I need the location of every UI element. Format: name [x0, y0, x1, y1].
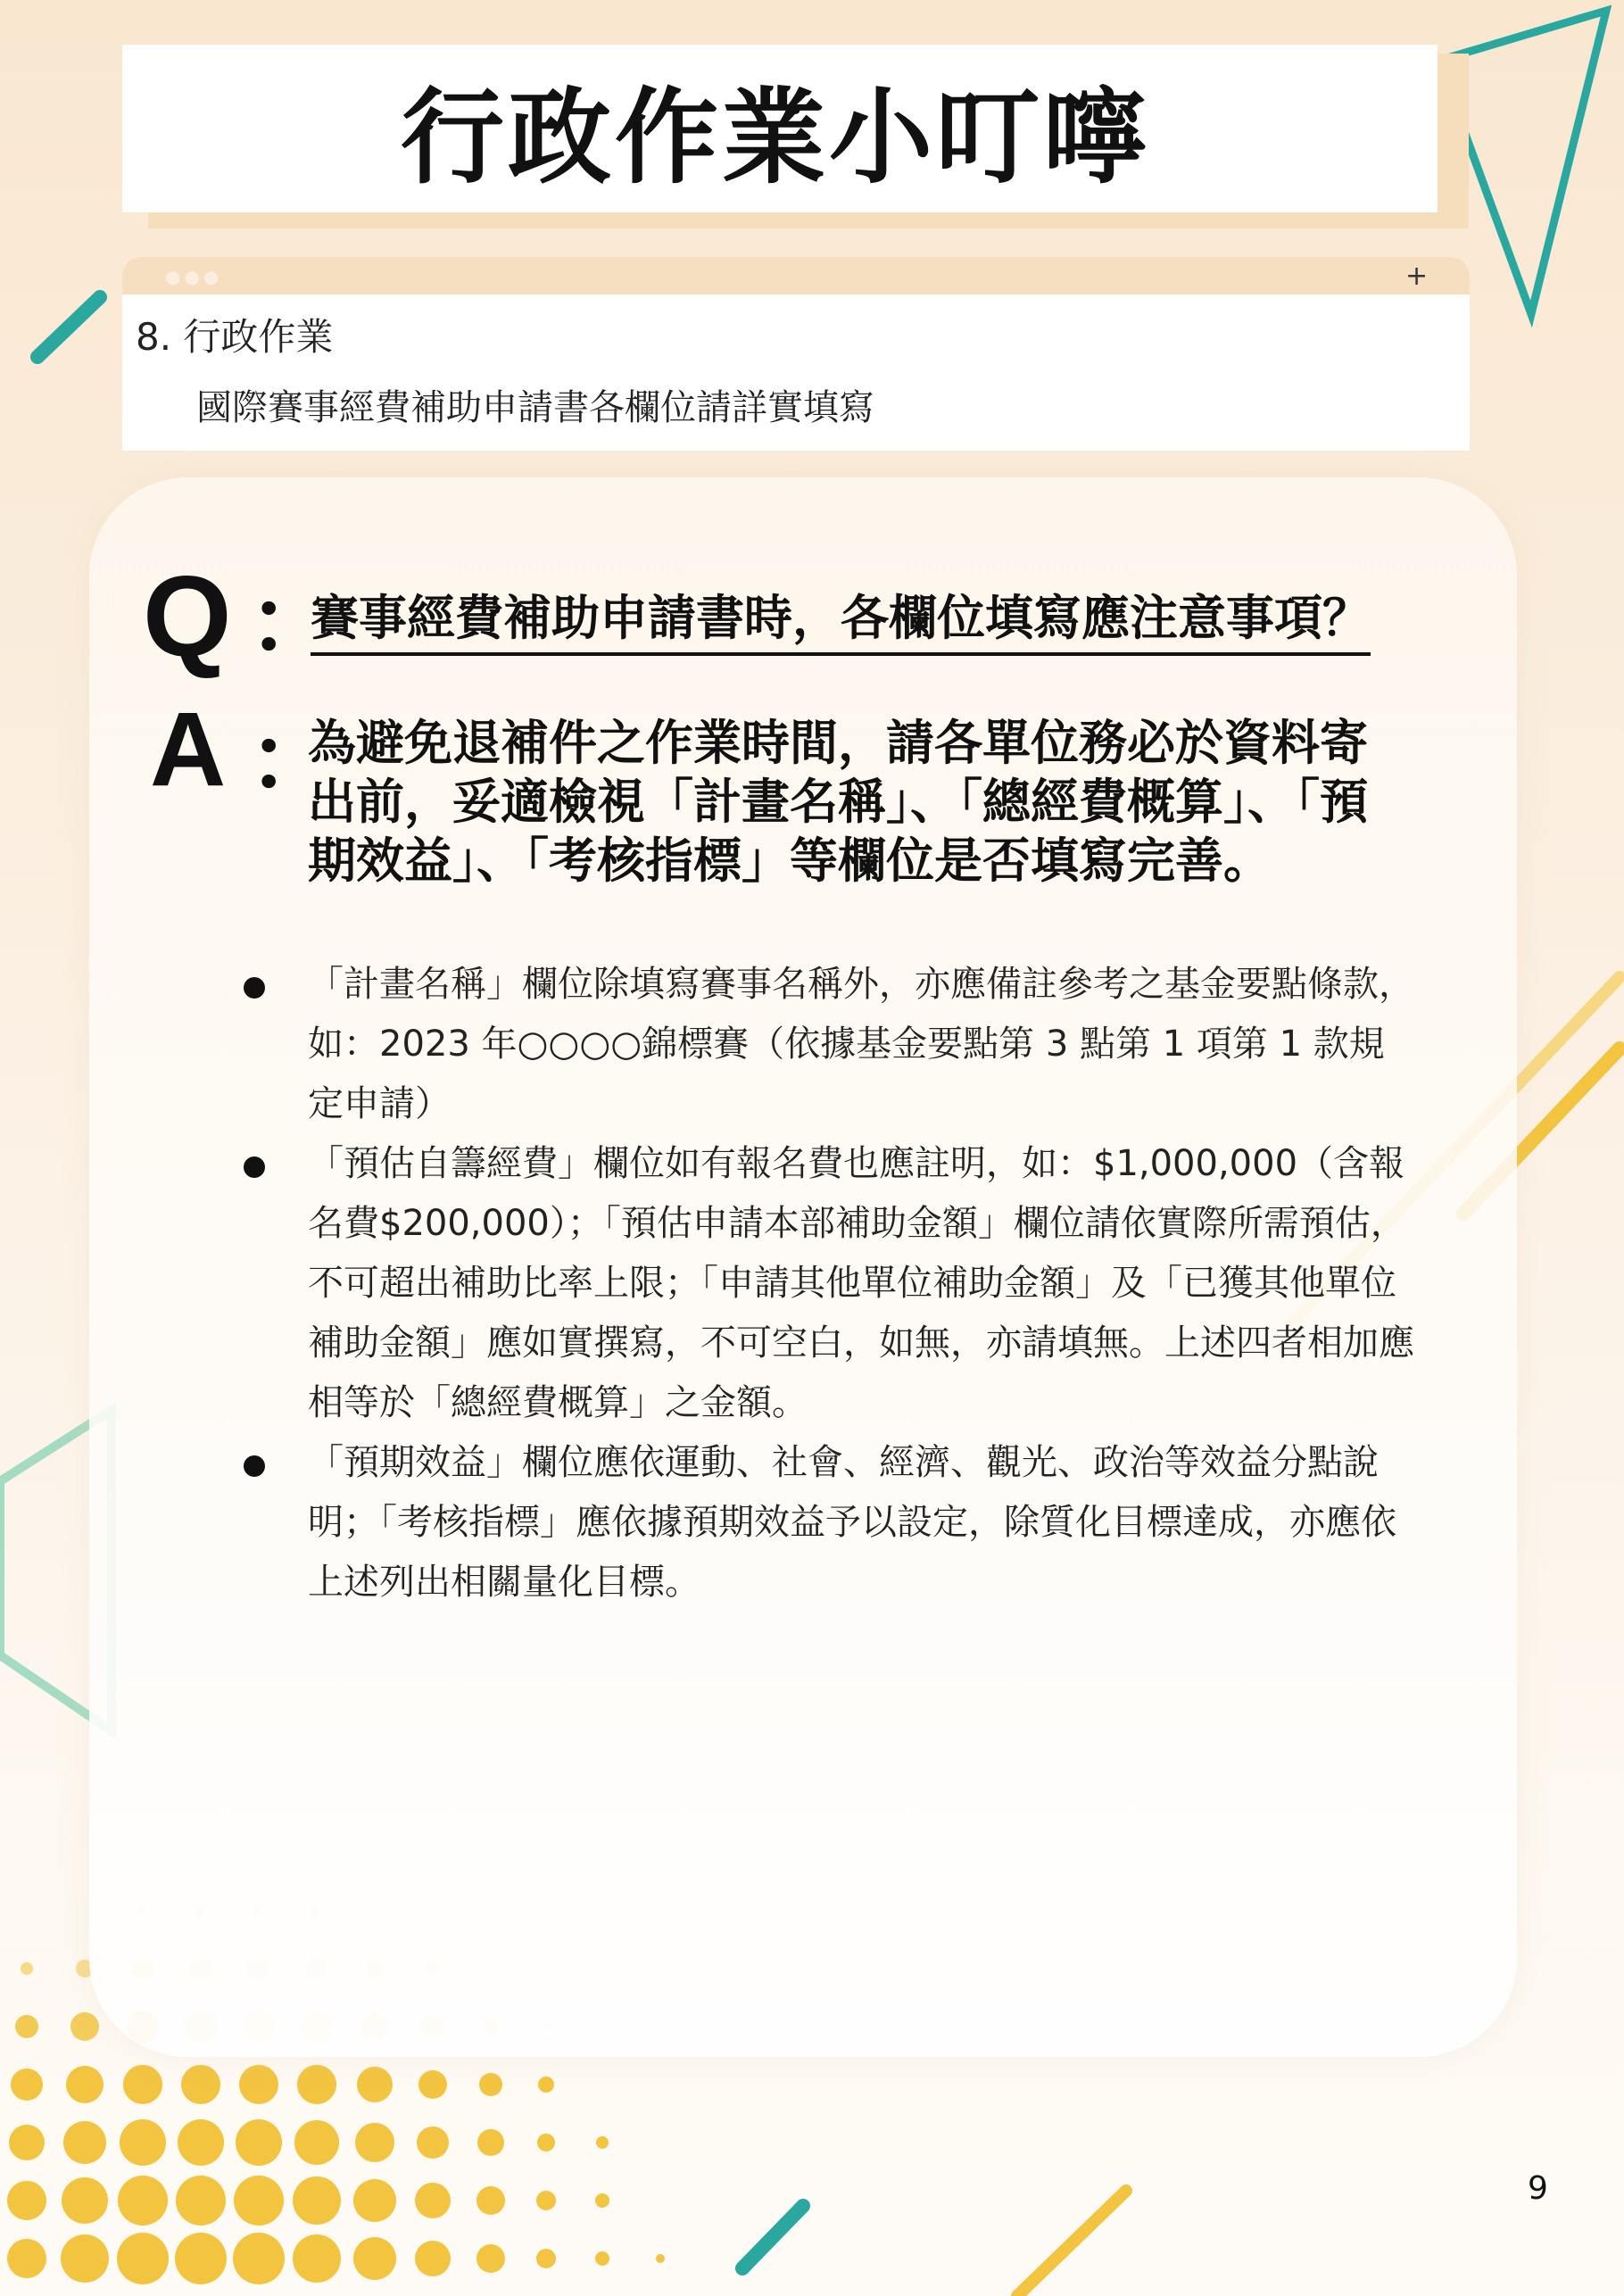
- teal-stroke-decoration-bottom: [742, 2206, 803, 2268]
- list-item: [241, 1433, 1419, 1612]
- list-item-text: 「預期效益」欄位應依運動、社會、經濟、觀光、政治等效益分點說明；「考核指標」應依據預期效益予以設定，除質化目標達成，亦應依上述列出相關量化目標。: [308, 1442, 1396, 1603]
- question-label: Q: [143, 553, 232, 681]
- plus-icon: +: [1405, 261, 1429, 292]
- list-item: [241, 955, 1419, 1134]
- section-title: 8. 行政作業: [136, 315, 334, 359]
- note-list: [241, 955, 1419, 1612]
- question-colon: ：: [248, 569, 337, 674]
- yellow-stroke-decoration-bottom: [1017, 2191, 1126, 2296]
- bullet-icon: [244, 1455, 265, 1477]
- list-item-text: 「計畫名稱」欄位除填寫賽事名稱外，亦應備註參考之基金要點條款，如：2023 年○○○○錦標賽（依據基金要點第 3 點第 1 項第 1 款規定申請）: [308, 964, 1414, 1124]
- list-item: [241, 1134, 1419, 1433]
- page-number: 9: [1528, 2170, 1548, 2207]
- section-subtitle: 國際賽事經費補助申請書各欄位請詳實填寫: [196, 387, 874, 428]
- list-item-text: 「預估自籌經費」欄位如有報名費也應註明，如：$1,000,000（含報名費$200,000）；「預估申請本部補助金額」欄位請依實際所需預估，不可超出補助比率上限；「申請其他單位補助金額」及「已獲其他單位補助金額」應如實撰寫，不可空白，如無，亦請填無。上述四者相加應相等於「總經費概算」之金額。: [308, 1143, 1414, 1423]
- page-title: 行政作業小叮嚀: [401, 77, 1150, 198]
- bullet-icon: [244, 1156, 265, 1178]
- answer-colon: ：: [248, 707, 337, 811]
- section-window-bar: [122, 257, 1470, 294]
- teal-stroke-decoration-left: [37, 297, 100, 357]
- answer-text: 為避免退補件之作業時間，請各單位務必於資料寄出前，妥適檢視「計畫名稱」、「總經費概算」、「預期效益」、「考核指標」等欄位是否填寫完善。: [308, 715, 1368, 889]
- answer-label: A: [150, 691, 227, 808]
- question-text: 賽事經費補助申請書時，各欄位填寫應注意事項？: [311, 580, 1371, 656]
- bullet-icon: [244, 977, 265, 999]
- title-banner: [122, 45, 1438, 212]
- window-dots-icon: ●●●: [165, 266, 223, 287]
